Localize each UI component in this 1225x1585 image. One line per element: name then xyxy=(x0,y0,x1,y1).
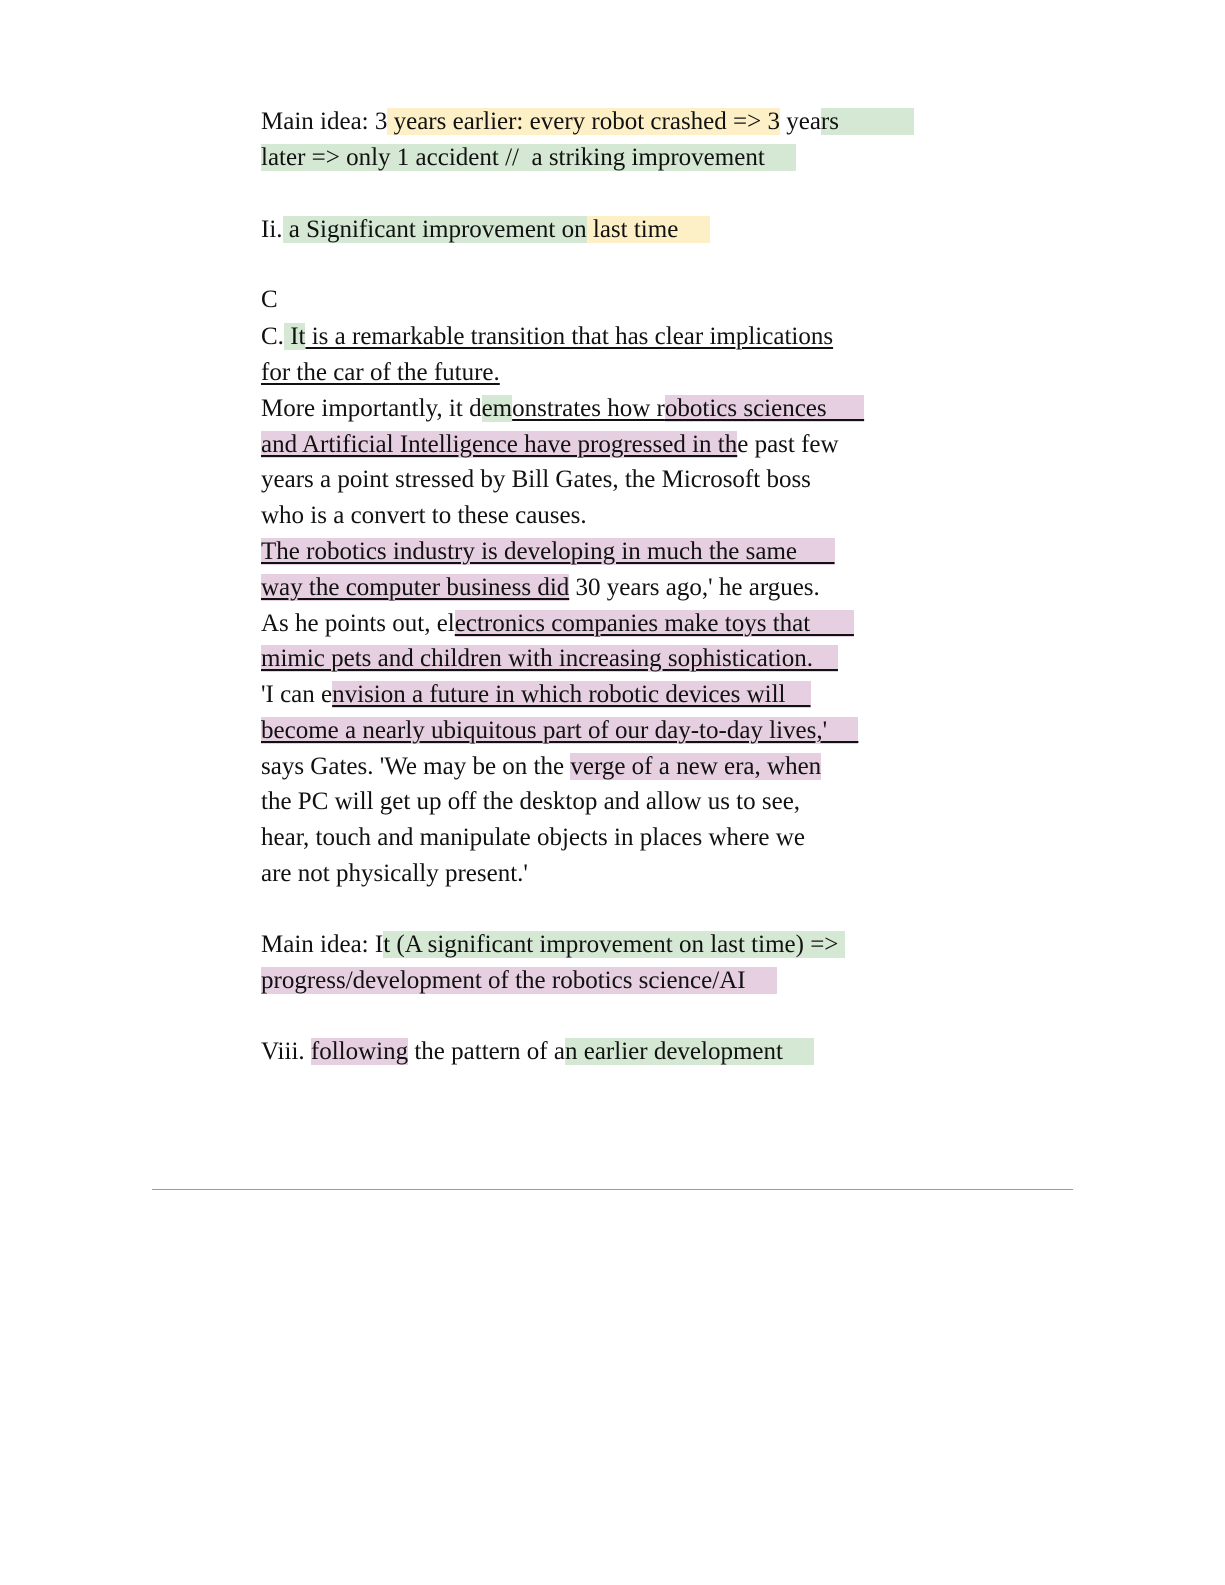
text-segment: who is a convert to these causes. xyxy=(261,502,587,529)
text-segment: C. xyxy=(261,323,284,350)
highlighted-text: way the computer business did xyxy=(261,574,570,601)
highlighted-text: t (A significant improvement on last time) => xyxy=(383,931,845,958)
text-line xyxy=(261,963,777,999)
highlighted-text: rs xyxy=(820,108,914,135)
text-line xyxy=(261,856,528,892)
text-line xyxy=(261,606,854,642)
text-line xyxy=(261,212,710,248)
text-line xyxy=(261,927,845,963)
text-segment: Main idea: I xyxy=(261,931,384,958)
highlighted-text: nvision a future in which robotic devices will xyxy=(332,681,811,708)
text-segment: for the car of the future. xyxy=(261,359,500,386)
text-segment: e past few xyxy=(737,431,839,458)
highlighted-text: obotics sciences xyxy=(664,395,865,422)
text-segment: is a remarkable transition that has clear implications xyxy=(305,323,834,350)
highlighted-text: ectronics companies make toys that xyxy=(454,610,854,637)
text-line xyxy=(261,462,811,498)
text-segment: As he points out, el xyxy=(261,610,455,637)
text-segment: onstrates how r xyxy=(512,395,665,422)
text-segment: says Gates. 'We may be on the xyxy=(261,753,571,780)
text-segment: are not physically present.' xyxy=(261,860,528,887)
highlighted-text: verge of a new era, when xyxy=(570,753,822,780)
highlighted-text: last time xyxy=(586,216,710,243)
text-segment: hear, touch and manipulate objects in places where we xyxy=(261,824,805,851)
text-line xyxy=(261,1034,814,1070)
highlighted-text: progress/development of the robotics science/AI xyxy=(261,967,777,994)
text-line xyxy=(261,784,800,820)
text-segment: years a point stressed by Bill Gates, the Microsoft boss xyxy=(261,466,811,493)
highlighted-text: It xyxy=(283,323,306,350)
highlighted-text: mimic pets and children with increasing sophistication. xyxy=(261,645,838,672)
highlighted-text: and Artificial Intelligence have progressed in th xyxy=(261,431,738,458)
highlighted-text: a Significant improvement on xyxy=(282,216,587,243)
text-line xyxy=(261,391,864,427)
text-line xyxy=(261,282,278,318)
text-line xyxy=(261,534,835,570)
text-segment: Ii. xyxy=(261,216,283,243)
text-segment: C xyxy=(261,286,278,313)
text-line xyxy=(261,820,805,856)
text-line xyxy=(261,498,587,534)
highlighted-text: em xyxy=(481,395,513,422)
text-segment: the PC will get up off the desktop and allow us to see, xyxy=(261,788,801,815)
highlighted-text: years earlier: every robot crashed => 3 xyxy=(387,108,780,135)
highlighted-text: following xyxy=(310,1038,409,1065)
highlighted-text: n earlier development xyxy=(564,1038,815,1065)
page-divider xyxy=(152,1189,1073,1190)
text-line xyxy=(261,677,811,713)
text-line xyxy=(261,427,839,463)
text-segment: 30 years ago,' he argues. xyxy=(569,574,820,601)
text-line xyxy=(261,319,833,355)
text-line xyxy=(261,140,796,176)
text-segment: yea xyxy=(779,108,821,135)
text-segment: Main idea: 3 xyxy=(261,108,388,135)
text-line xyxy=(261,641,838,677)
highlighted-text: The robotics industry is developing in much the same xyxy=(261,538,835,565)
highlighted-text: become a nearly ubiquitous part of our day-to-day lives,' xyxy=(261,717,859,744)
text-segment: the pattern of a xyxy=(408,1038,565,1065)
text-segment: 'I can e xyxy=(261,681,333,708)
text-line xyxy=(261,749,821,785)
text-line xyxy=(261,104,914,140)
text-line xyxy=(261,355,500,391)
text-line xyxy=(261,713,858,749)
text-segment: Viii. xyxy=(261,1038,311,1065)
text-line xyxy=(261,570,820,606)
text-segment: More importantly, it d xyxy=(261,395,482,422)
highlighted-text: later => only 1 accident // a striking improvement xyxy=(261,144,797,171)
